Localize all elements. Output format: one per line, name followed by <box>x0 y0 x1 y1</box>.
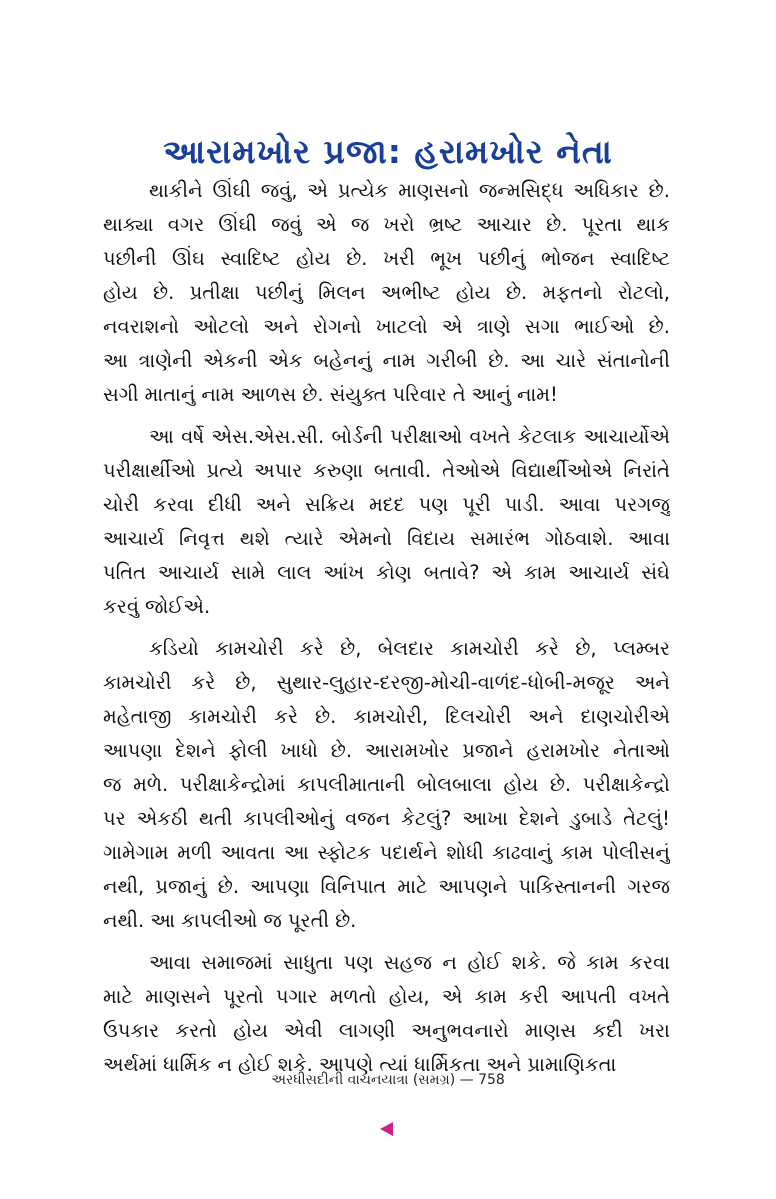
article-body <box>103 174 670 1082</box>
text-line: આચાર્ય નિવૃત્ત થશે ત્યારે એમનો વિદાય સમારંભ ગોઠવાશે. આવા <box>103 527 670 550</box>
text-line: કરવું જોઈએ. <box>103 595 211 618</box>
text-line: નથી, પ્રજાનું છે. આપણા વિનિપાત માટે આપણને પાકિસ્તાનની ગરજ <box>103 875 670 898</box>
text-line: સગી માતાનું નામ આળસ છે. સંયુક્ત પરિવાર તે આનું નામ! <box>103 383 558 406</box>
text-line: માટે માણસને પૂરતો પગાર મળતો હોય, એ કામ કરી આપતી વખતે <box>103 985 670 1008</box>
text-line: આ ત્રાણેની એકની એક બહેનનું નામ ગરીબી છે. આ ચારે સંતાનોની <box>103 349 670 372</box>
text-line: ચોરી કરવા દીધી અને સક્રિય મદદ પણ પૂરી પાડી. આવા પરગજુ <box>103 493 670 516</box>
text-line: થાક્યા વગર ઊંઘી જવું એ જ ખરો ભ્રષ્ટ આચાર છે. પૂરતા થાક <box>103 213 670 236</box>
paragraph <box>103 420 670 624</box>
text-line: પર એકઠી થતી કાપલીઓનું વજન કેટલું? આખા દેશને ડુબાડે તેટલું! <box>103 807 670 830</box>
text-line: આ વર્ષે એસ.એસ.સી. બોર્ડની પરીક્ષાઓ વખતે કેટલાક આચાર્યોએ <box>149 425 670 448</box>
text-line: મહેતાજી કામચોરી કરે છે. કામચોરી, દિલચોરી અને દાણચોરીએ <box>103 705 670 728</box>
text-line: પતિત આચાર્ય સામે લાલ આંખ કોણ બતાવે? એ કામ આચાર્ય સંઘે <box>103 561 670 584</box>
text-line: કડિયો કામચોરી કરે છે, બેલદાર કામચોરી કરે છે, પ્લમ્બર <box>149 637 670 660</box>
text-line: થાકીને ઊંઘી જવું, એ પ્રત્યેક માણસનો જન્મસિદ્ધ અધિકાર છે. <box>149 179 670 202</box>
text-line: જ મળે. પરીક્ષાકેન્દ્રોમાં કાપલીમાતાની બોલબાલા હોય છે. પરીક્ષાકેન્દ્રો <box>103 773 670 796</box>
text-line: નથી. આ કાપલીઓ જ પૂરતી છે. <box>103 909 357 932</box>
page-title: આરામખોર પ્રજા: હરામખોર નેતા <box>163 132 613 172</box>
paragraph <box>103 174 670 412</box>
text-line: આપણા દેશને ફોલી ખાધો છે. આરામખોર પ્રજાને હરામખોર નેતાઓ <box>103 739 670 762</box>
page-footer: અરધીસદીની વાચનયાત્રા (સમગ્ર) — 758 <box>271 1072 505 1088</box>
text-line: આવા સમાજમાં સાધુતા પણ સહજ ન હોઈ શકે. જે કામ કરવા <box>149 951 670 974</box>
paragraph <box>103 632 670 938</box>
text-line: કામચોરી કરે છે, સુથાર-લુહાર-દરજી-મોચી-વાળંદ-ધોબી-મજૂર અને <box>103 671 670 694</box>
text-line: પરીક્ષાર્થીઓ પ્રત્યે અપાર કરુણા બતાવી. તેઓએ વિદ્યાર્થીઓએ નિરાંતે <box>103 459 670 482</box>
text-line: અર્થમાં ધાર્મિક ન હોઈ શકે. આપણે ત્યાં ધાર્મિકતા અને પ્રામાણિકતા <box>103 1053 617 1076</box>
text-line: ગામેગામ મળી આવતા આ સ્ફોટક પદાર્થને શોધી કાઢવાનું કામ પોલીસનું <box>103 841 670 864</box>
text-line: હોય છે. પ્રતીક્ષા પછીનું મિલન અભીષ્ટ હોય છે. મફતનો રોટલો, <box>103 281 670 304</box>
text-line: પછીની ઊંઘ સ્વાદિષ્ટ હોય છે. ખરી ભૂખ પછીનું ભોજન સ્વાદિષ્ટ <box>103 247 670 270</box>
text-line: નવરાશનો ઓટલો અને રોગનો ખાટલો એ ત્રાણે સગા ભાઈઓ છે. <box>103 315 670 338</box>
previous-page-arrow-icon[interactable] <box>380 1122 393 1136</box>
paragraph <box>103 946 670 1082</box>
text-line: ઉપકાર કરતો હોય એવી લાગણી અનુભવનારો માણસ કદી ખરા <box>103 1019 670 1042</box>
